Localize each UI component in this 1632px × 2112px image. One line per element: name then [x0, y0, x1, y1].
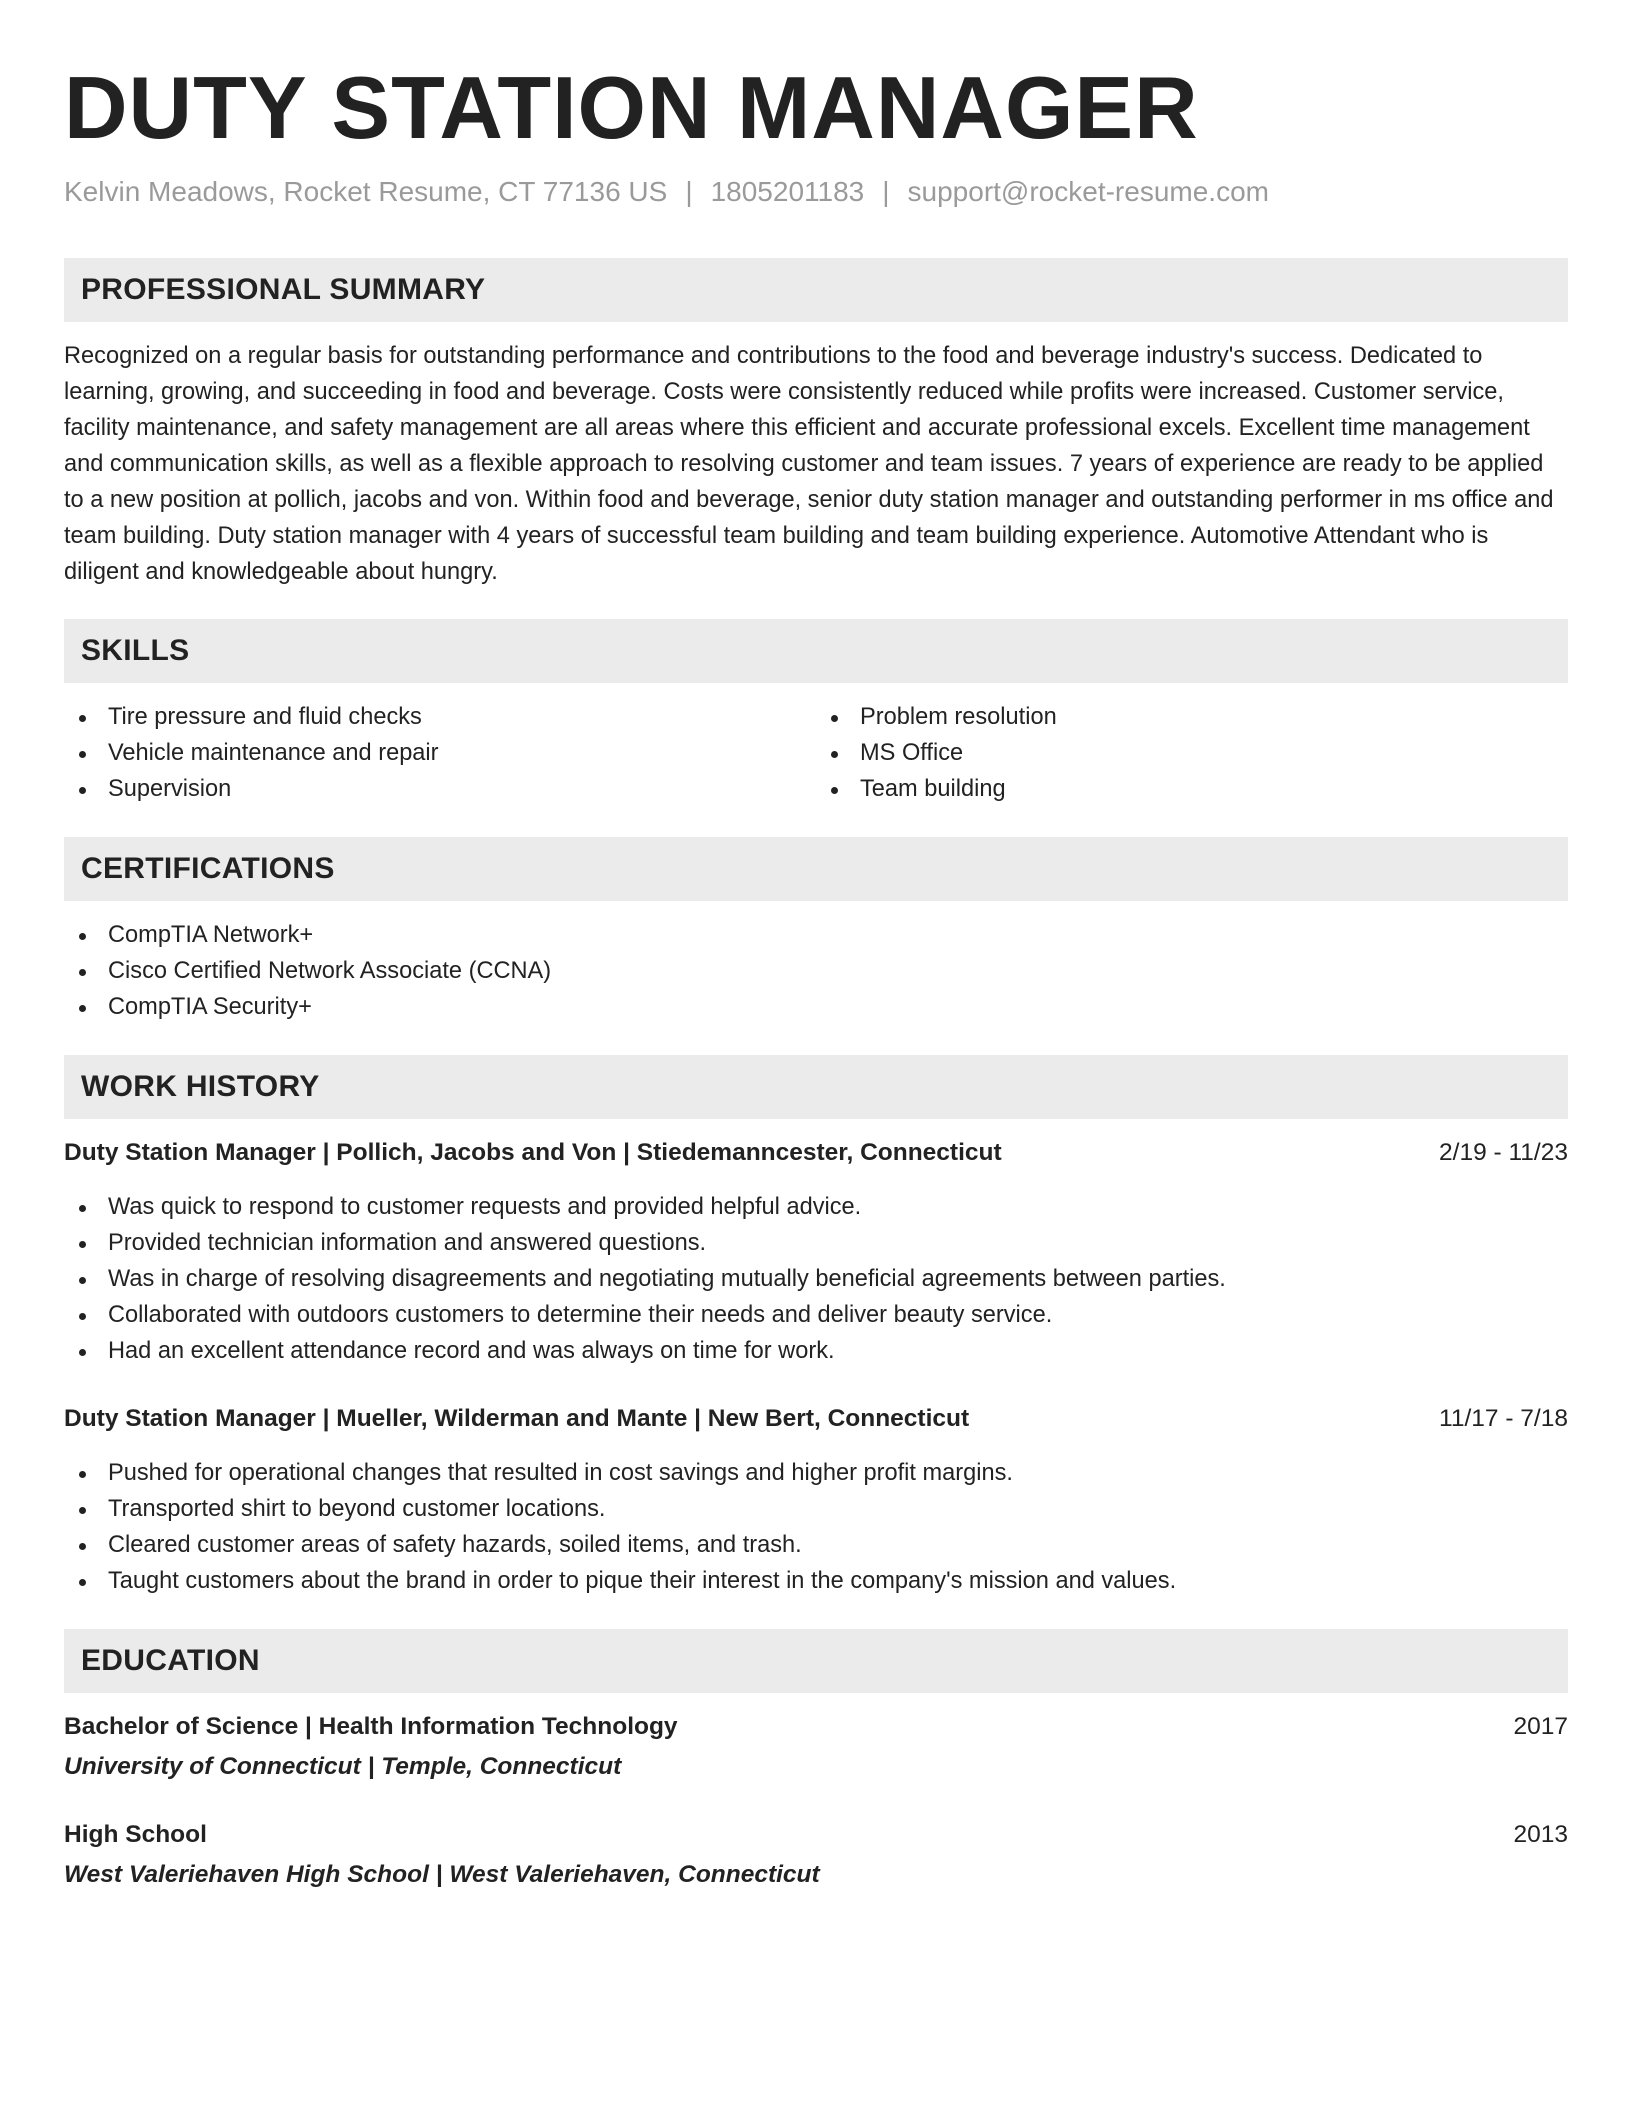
contact-line	[64, 176, 1568, 208]
job-bullet: Provided technician information and answered questions.	[64, 1225, 1568, 1261]
skill-item: Problem resolution	[816, 699, 1568, 735]
education-entry	[64, 1709, 1568, 1785]
job-title: Duty Station Manager | Pollich, Jacobs and Von | Stiedemanncester, Connecticut	[64, 1139, 1002, 1166]
education-year: 2017	[1513, 1713, 1568, 1740]
education-year: 2013	[1513, 1821, 1568, 1848]
contact-phone: 1805201183	[710, 176, 865, 207]
job-bullets	[64, 1455, 1568, 1599]
certification-item: CompTIA Security+	[64, 989, 1568, 1025]
section-heading-summary: PROFESSIONAL SUMMARY	[64, 258, 1568, 322]
job-bullet: Transported shirt to beyond customer locations.	[64, 1491, 1568, 1527]
job-bullet: Was quick to respond to customer requests and provided helpful advice.	[64, 1189, 1568, 1225]
education-degree: Bachelor of Science | Health Information Technology	[64, 1713, 678, 1740]
job-bullet: Pushed for operational changes that resulted in cost savings and higher profit margins.	[64, 1455, 1568, 1491]
education-header	[64, 1817, 1568, 1853]
job-bullets	[64, 1189, 1568, 1369]
skills-column-left	[64, 699, 816, 807]
job-bullet: Had an excellent attendance record and was always on time for work.	[64, 1333, 1568, 1369]
section-heading-certifications: CERTIFICATIONS	[64, 837, 1568, 901]
skill-item: Team building	[816, 771, 1568, 807]
skill-item: Tire pressure and fluid checks	[64, 699, 816, 735]
certification-item: CompTIA Network+	[64, 917, 1568, 953]
job-dates: 2/19 - 11/23	[1439, 1139, 1568, 1166]
skill-item: MS Office	[816, 735, 1568, 771]
section-heading-education: EDUCATION	[64, 1629, 1568, 1693]
job-header	[64, 1135, 1568, 1171]
education-degree: High School	[64, 1821, 207, 1848]
job-title: Duty Station Manager | Mueller, Wilderman and Mante | New Bert, Connecticut	[64, 1405, 970, 1432]
education-entry	[64, 1817, 1568, 1893]
education-school: University of Connecticut | Temple, Connecticut	[64, 1753, 622, 1780]
summary-text: Recognized on a regular basis for outstanding performance and contributions to the food and beverage industry's success. Dedicated to learning, growing, and succeeding in food and beverage. Costs were consistently reduced while profits were increased. Customer service, facility maintenance, and safety management are all areas where this efficient and accurate professional excels. Excellent time management and communication skills, as well as a flexible approach to resolving customer and team issues. 7 years of experience are ready to be applied to a new position at pollich, jacobs and von. Within food and beverage, senior duty station manager and outstanding performer in ms office and team building. Duty station manager with 4 years of successful team building and team building experience. Automotive Attendant who is diligent and knowledgeable about hungry.	[64, 343, 1554, 585]
skills-list	[64, 699, 1568, 807]
contact-email: support@rocket-resume.com	[907, 176, 1269, 207]
job-bullet: Cleared customer areas of safety hazards, soiled items, and trash.	[64, 1527, 1568, 1563]
contact-separator: |	[882, 176, 890, 207]
skill-item: Vehicle maintenance and repair	[64, 735, 816, 771]
skills-column-right	[816, 699, 1568, 807]
education-school: West Valeriehaven High School | West Valeriehaven, Connecticut	[64, 1861, 820, 1888]
contact-address: Kelvin Meadows, Rocket Resume, CT 77136 US	[64, 176, 668, 207]
certification-item: Cisco Certified Network Associate (CCNA)	[64, 953, 1568, 989]
job-entry	[64, 1135, 1568, 1369]
contact-separator: |	[685, 176, 693, 207]
resume-title: DUTY STATION MANAGER	[64, 58, 1199, 157]
section-heading-skills: SKILLS	[64, 619, 1568, 683]
skill-item: Supervision	[64, 771, 816, 807]
job-dates: 11/17 - 7/18	[1439, 1405, 1568, 1432]
certifications-list	[64, 917, 1568, 1025]
job-bullet: Was in charge of resolving disagreements and negotiating mutually beneficial agreements between parties.	[64, 1261, 1568, 1297]
education-header	[64, 1709, 1568, 1745]
job-bullet: Taught customers about the brand in order to pique their interest in the company's mission and values.	[64, 1563, 1568, 1599]
job-entry	[64, 1401, 1568, 1599]
job-bullet: Collaborated with outdoors customers to determine their needs and deliver beauty service.	[64, 1297, 1568, 1333]
job-header	[64, 1401, 1568, 1437]
section-heading-work-history: WORK HISTORY	[64, 1055, 1568, 1119]
